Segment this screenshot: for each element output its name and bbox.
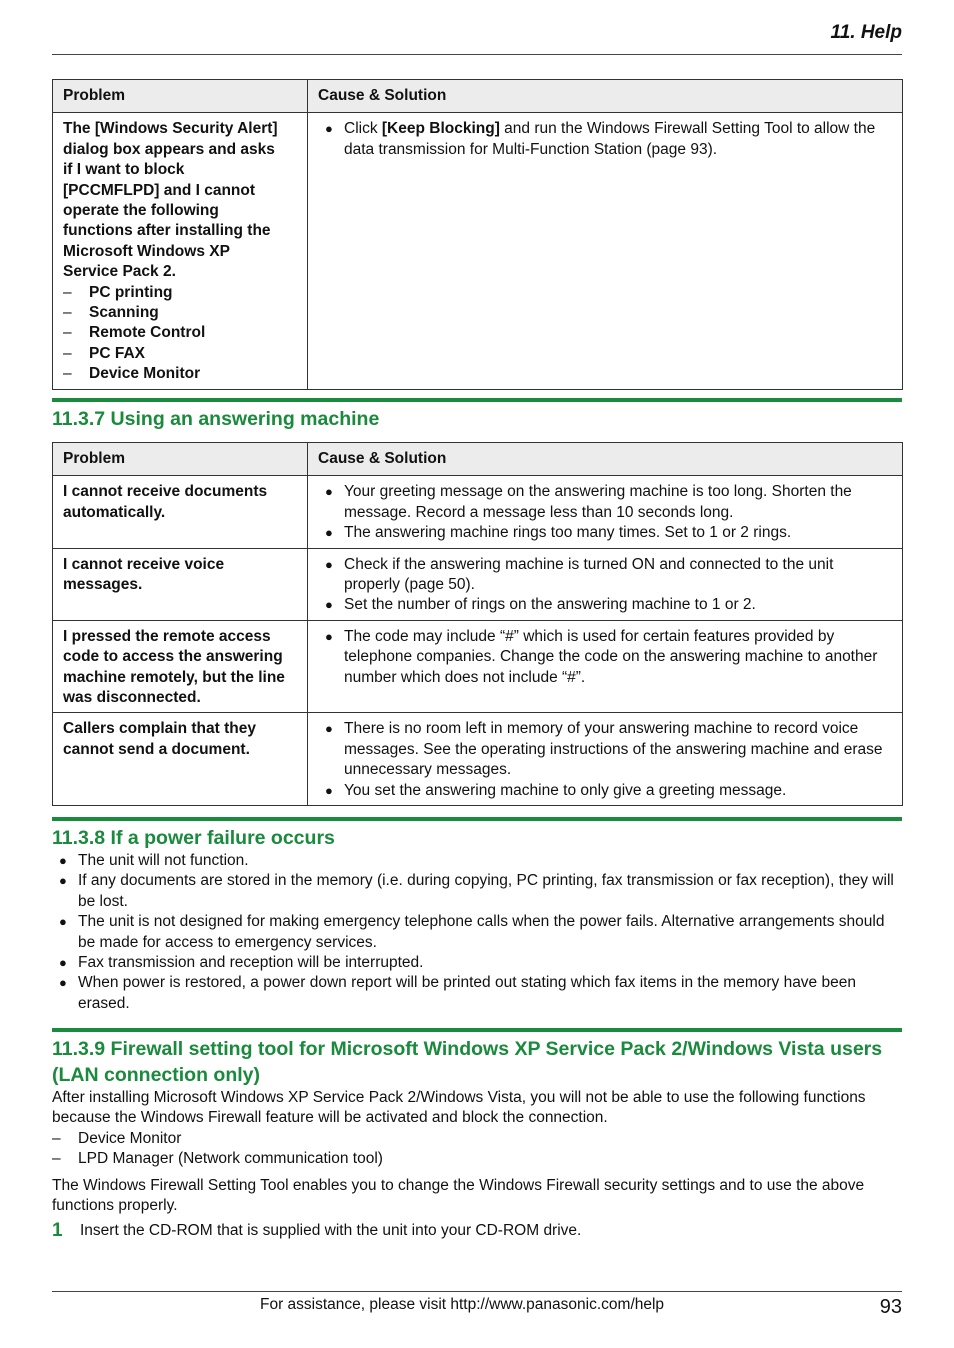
bullet-marker: ● [325, 484, 333, 500]
step-item [52, 1221, 902, 1241]
solution-cell [308, 548, 903, 620]
function-item [63, 364, 297, 384]
section-answering-machine [52, 398, 902, 432]
step-text: Insert the CD-ROM that is supplied with the unit into your CD-ROM drive. [80, 1222, 582, 1240]
problem-header: Problem [53, 443, 308, 476]
problem-line: [PCCMFLPD] and I cannot [63, 181, 256, 199]
list-item-text: The unit will not function. [78, 852, 249, 869]
keep-blocking-label: [Keep Blocking] [381, 120, 500, 138]
function-item-label: PC FAX [89, 344, 145, 362]
problem-line: dialog box appears and asks [63, 140, 275, 158]
bullet-marker: ● [325, 556, 333, 572]
solution-bullet [318, 781, 892, 801]
table-row [53, 113, 903, 389]
cause-header: Cause & Solution [308, 443, 903, 476]
section-firewall-tool [52, 1028, 902, 1088]
list-item [52, 1129, 902, 1149]
table-header-row [53, 80, 903, 113]
solution-bullet [318, 482, 892, 523]
dash-marker: – [52, 1129, 61, 1147]
problem-line: operate the following [63, 202, 219, 220]
list-item-text: When power is restored, a power down report will be printed out stating which fax items in the memory have been erased. [78, 974, 856, 1012]
dash-marker: – [63, 304, 72, 322]
solution-text: The code may include “#” which is used for certain features provided by telephone companies. Change the code on the answering machine to another number which does not include “#”. [344, 627, 878, 686]
bullet-marker: ● [325, 121, 333, 137]
firewall-section-body [52, 1088, 902, 1242]
table-row [53, 713, 903, 806]
function-item-label: Scanning [89, 304, 159, 322]
table-row [53, 620, 903, 713]
list-item [52, 973, 902, 1014]
bullet-marker: ● [59, 955, 67, 971]
function-item-label: PC printing [89, 283, 173, 301]
power-failure-list [52, 851, 902, 1014]
bullet-marker: ● [325, 597, 333, 613]
table-row [53, 548, 903, 620]
assistance-text: For assistance, please visit http://www.panasonic.com/help [260, 1296, 665, 1313]
cause-header: Cause & Solution [308, 80, 903, 113]
tool-paragraph: The Windows Firewall Setting Tool enables you to change the Windows Firewall security settings and to use the above functions properly. [52, 1176, 865, 1215]
solution-bullet [318, 627, 892, 688]
problem-cell: Callers complain that they cannot send a document. [53, 713, 308, 806]
problem-line: Microsoft Windows XP [63, 242, 230, 260]
solution-bullet [318, 719, 892, 780]
solution-bullet [318, 555, 892, 596]
solution-text: Check if the answering machine is turned ON and connected to the unit properly (page 50). [344, 555, 834, 594]
list-item-text: The unit is not designed for making emergency telephone calls when the power fails. Alternative arrangements should be made for access to emergency services. [78, 913, 885, 951]
solution-text: Set the number of rings on the answering machine to 1 or 2. [344, 596, 756, 614]
bullet-marker: ● [325, 628, 333, 644]
dash-marker: – [52, 1150, 61, 1168]
problem-header: Problem [53, 80, 308, 113]
solution-text: Your greeting message on the answering machine is too long. Shorten the message. Record a message less than 10 seconds long. [344, 483, 852, 521]
intro-paragraph: After installing Microsoft Windows XP Service Pack 2/Windows Vista, you will not be able to use the following functions because the Windows Firewall feature will be activated and block the connection. [52, 1089, 866, 1127]
section-title: 11.3.8 If a power failure occurs [52, 827, 335, 849]
dash-marker: – [63, 365, 72, 383]
list-item-text: LPD Manager (Network communication tool) [78, 1150, 383, 1168]
list-item-text: Fax transmission and reception will be interrupted. [78, 954, 424, 972]
problem-cell: I pressed the remote access code to access the answering machine remotely, but the line was disconnected. [53, 620, 308, 713]
firewall-alert-table [52, 79, 903, 390]
solution-cell [308, 713, 903, 806]
function-item-label: Remote Control [89, 324, 206, 342]
function-item [63, 303, 297, 323]
list-item [52, 1149, 902, 1169]
function-item [63, 323, 297, 343]
solution-cell [308, 113, 903, 389]
page-number: 93 [879, 1296, 902, 1318]
solution-text: There is no room left in memory of your answering machine to record voice messages. See the operating instructions of the answering machine and erase unnecessary messages. [344, 720, 883, 779]
problem-line: if I want to block [63, 161, 185, 179]
section-title: 11.3.9 Firewall setting tool for Microsoft Windows XP Service Pack 2/Windows Vista users (LAN connection only) [52, 1038, 883, 1086]
solution-text: and run the Windows Firewall Setting Tool to allow the data transmission for Multi-Function Station (page 93). [344, 120, 876, 158]
dash-marker: – [63, 324, 72, 342]
problem-cell [53, 113, 308, 389]
problem-line: Service Pack 2. [63, 263, 176, 281]
problem-line: functions after installing the [63, 222, 271, 240]
problem-line: The [Windows Security Alert] [63, 120, 278, 138]
table-row [53, 476, 903, 548]
bullet-marker: ● [325, 525, 333, 541]
solution-bullet [318, 523, 892, 543]
solution-bullet [318, 119, 892, 160]
section-title: 11.3.7 Using an answering machine [52, 408, 380, 430]
list-item-text: Device Monitor [78, 1129, 182, 1147]
bullet-marker: ● [59, 873, 67, 889]
solution-bullet [318, 595, 892, 615]
solution-cell [308, 476, 903, 548]
solution-text: You set the answering machine to only give a greeting message. [344, 781, 787, 799]
manual-page [52, 0, 902, 1348]
list-item [52, 953, 902, 973]
dash-marker: – [63, 344, 72, 362]
function-item [63, 344, 297, 364]
function-item-label: Device Monitor [89, 365, 201, 383]
function-item [63, 283, 297, 303]
table-header-row [53, 443, 903, 476]
dash-marker: – [63, 283, 72, 301]
bullet-marker: ● [59, 975, 67, 991]
solution-text: Click [344, 120, 382, 138]
bullet-marker: ● [325, 782, 333, 798]
chapter-title: 11. Help [830, 22, 902, 43]
page-footer [52, 1291, 902, 1318]
bullet-marker: ● [59, 853, 67, 868]
answering-machine-table [52, 442, 903, 806]
solution-text: The answering machine rings too many times. Set to 1 or 2 rings. [344, 524, 792, 542]
step-number: 1 [52, 1220, 63, 1242]
list-item [52, 871, 902, 912]
bullet-marker: ● [59, 914, 67, 930]
bullet-marker: ● [325, 721, 333, 737]
list-item-text: If any documents are stored in the memory (i.e. during copying, PC printing, fax transmission or fax reception), they will be lost. [78, 872, 894, 910]
section-power-failure [52, 817, 902, 851]
solution-cell [308, 620, 903, 713]
problem-cell: I cannot receive voice messages. [53, 548, 308, 620]
problem-cell: I cannot receive documents automatically. [53, 476, 308, 548]
list-item [52, 912, 902, 953]
page-header [52, 20, 902, 55]
list-item [52, 851, 902, 871]
